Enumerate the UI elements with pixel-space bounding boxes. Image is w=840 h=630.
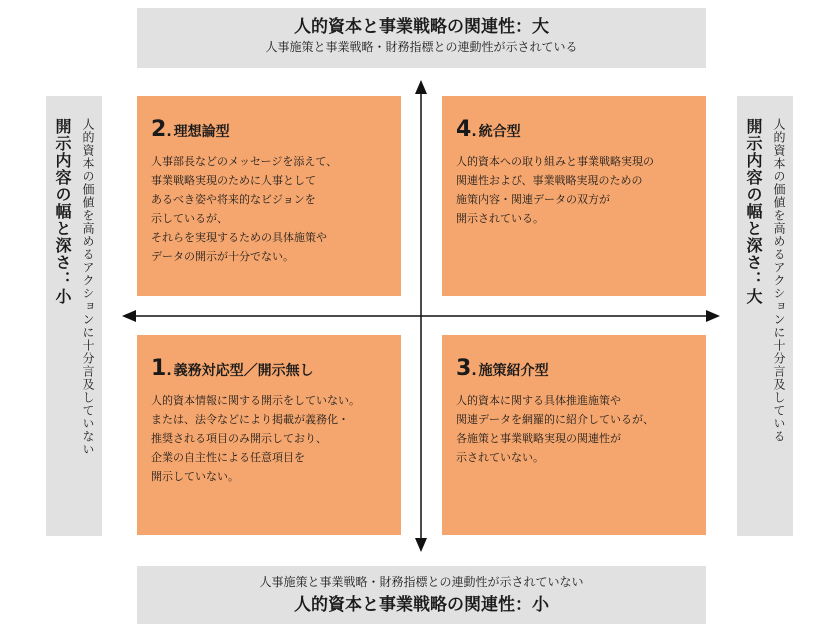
quadrant-number: 2 <box>151 117 167 142</box>
description-line: 事業戦略実現のために人事として <box>151 174 316 187</box>
right-axis-subtitle: 人的資本の価値を高めるアクションに十分言及している <box>772 118 786 443</box>
quadrant-title: 統合型 <box>478 124 521 140</box>
quadrant-number-dot: . <box>471 124 477 140</box>
left-axis-title: 開示内容の幅と深さ：小 <box>53 118 72 305</box>
description-line: 施策内容・関連データの双方が <box>456 193 610 206</box>
description-line: 人的資本への取り組みと事業戦略実現の <box>456 155 654 168</box>
description-line: データの開示が十分でない。 <box>151 250 294 263</box>
quadrant-number-dot: . <box>471 363 477 379</box>
description-line: 示しているが、 <box>151 212 228 225</box>
description-line: 関連性および、事業戦略実現のための <box>456 174 643 187</box>
description-line: 人事部長などのメッセージを添えて、 <box>151 155 338 168</box>
description-line: 示されていない。 <box>456 451 544 464</box>
quadrant-number-dot: . <box>166 124 172 140</box>
description-line: 開示していない。 <box>151 470 239 483</box>
description-line: 各施策と事業戦略実現の関連性が <box>456 432 621 445</box>
bottom-axis-title: 人的資本と事業戦略の関連性：小 <box>294 595 549 615</box>
description-line: 人的資本情報に関する開示をしていない。 <box>151 394 360 407</box>
top-axis-title: 人的資本と事業戦略の関連性：大 <box>294 17 549 37</box>
quadrant-number-dot: . <box>166 363 172 379</box>
description-line: 企業の自主性による任意項目を <box>151 451 305 464</box>
description-line: 推奨される項目のみ開示しており、 <box>151 432 327 445</box>
description-line: あるべき姿や将来的なビジョンを <box>151 193 316 206</box>
left-axis-subtitle: 人的資本の価値を高めるアクションに十分言及していない <box>81 118 95 456</box>
quadrant-number: 1 <box>151 356 167 381</box>
quadrant-title: 理想論型 <box>173 124 230 140</box>
quadrant-title: 施策紹介型 <box>478 363 549 379</box>
arrow-up-icon <box>415 80 427 94</box>
quadrant-number: 3 <box>456 356 472 381</box>
arrow-left-icon <box>122 310 136 322</box>
quadrant-number: 4 <box>456 117 472 142</box>
arrow-down-icon <box>415 538 427 552</box>
description-line: または、法令などにより掲載が義務化・ <box>151 413 349 426</box>
quadrant-title: 義務対応型／開示無し <box>173 363 314 379</box>
description-line: 関連データを網羅的に紹介しているが、 <box>456 413 654 426</box>
description-line: 開示されている。 <box>456 212 544 225</box>
arrow-right-icon <box>706 310 720 322</box>
top-axis-subtitle: 人事施策と事業戦略・財務指標との連動性が示されている <box>265 40 578 54</box>
description-line: 人的資本に関する具体推進施策や <box>456 394 621 407</box>
right-axis-title: 開示内容の幅と深さ：大 <box>744 118 763 305</box>
bottom-axis-subtitle: 人事施策と事業戦略・財務指標との連動性が示されていない <box>259 575 584 589</box>
description-line: それらを実現するための具体施策や <box>151 231 327 244</box>
